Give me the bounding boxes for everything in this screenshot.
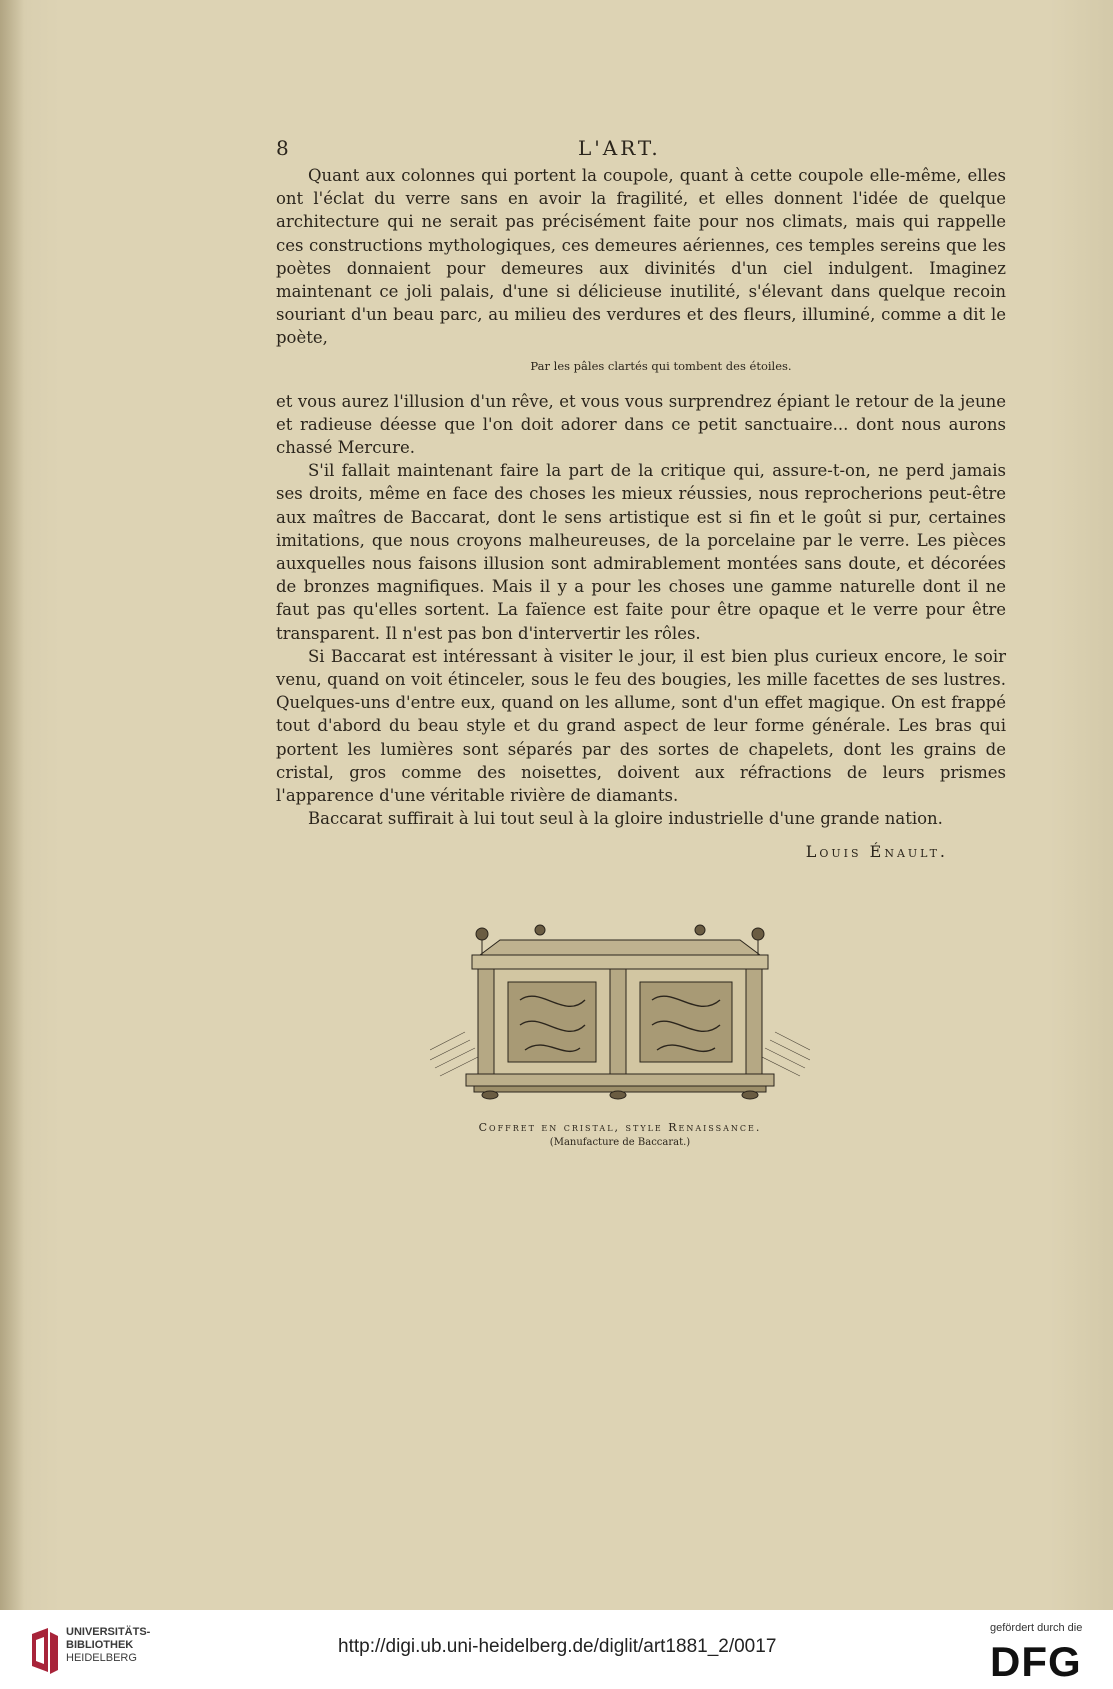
running-head: L'ART. [578, 136, 661, 160]
verse-quote: Par les pâles clartés qui tombent des étoiles. [530, 358, 792, 373]
permalink-url[interactable]: http://digi.ub.uni-heidelberg.de/diglit/art1881_2/0017 [338, 1636, 777, 1657]
author-signature: Louis Énault. [805, 842, 948, 862]
dfg-logo: DFG [990, 1638, 1082, 1685]
library-name-line: HEIDELBERG [66, 1652, 137, 1664]
paragraph: Quant aux colonnes qui portent la coupole, quant à cette coupole elle-même, elles ont l'éclat du verre sans en avoir la fragilité, et elles donnent l'idée de quelque architecture qui ne serait pas précisément faite pour nos climats, mais qui rappelle ces constructions mythologiques, ces demeures aériennes, ces temples sereins que les poètes donnaient pour demeures aux divinités d'un ciel indulgent. Imaginez maintenant ce joli palais, d'une si délicieuse inutilité, s'élevant dans quelque recoin souriant d'un beau parc, au milieu des verdures et des fleurs, illuminé, comme a dit le poète, [276, 166, 1006, 348]
caption-title: Coffret en cristal, style Renaissance. [478, 1121, 762, 1134]
footer-bar [0, 1610, 1113, 1689]
paragraph: Si Baccarat est intéressant à visiter le jour, il est bien plus curieux encore, le soir venu, quand on voit étinceler, sous le feu des bougies, les mille facettes de ses lustres. Quelques-uns d'entre eux, quand on les allume, sont d'un effet magique. On est frappé tout d'abord du beau style et du grand aspect de leur forme générale. Les bras qui portent les lumières sont séparés par des sortes de chapelets, dont les grains de cristal, gros comme des noisettes, doivent aux réfractions de leurs prismes l'apparence d'une véritable rivière de diamants. [276, 646, 1006, 806]
library-logo-icon [28, 1626, 62, 1676]
crystal-casket-engraving [430, 910, 810, 1100]
paragraph: Baccarat suffirait à lui tout seul à la gloire industrielle d'une grande nation. [308, 809, 943, 829]
figure-caption [430, 1121, 810, 1148]
paragraph: S'il fallait maintenant faire la part de la critique qui, assure-t-on, ne perd jamais ses droits, même en face des choses les mieux réussies, nous reprocherions peut-être aux maîtres de Baccarat, dont le sens artistique est si fin et le goût si pur, certaines imitations, que nous croyons malheureuses, de la porcelaine par le verre. Les pièces auxquelles nous faisons illusion sont admirablement montées sans doute, et décorées de bronzes magnifiques. Mais il y a pour les choses une gamme naturelle dont il ne faut pas qu'elles sortent. La faïence est faite pour être opaque et le verre pour être transparent. Il n'est pas bon d'intervertir les rôles. [276, 461, 1006, 643]
library-name [66, 1626, 186, 1665]
page-edge-shadow [0, 0, 24, 1610]
article-text [276, 164, 1006, 864]
library-name-line: UNIVERSITÄTS- [66, 1626, 151, 1638]
library-name-line: BIBLIOTHEK [66, 1639, 134, 1651]
paragraph: et vous aurez l'illusion d'un rêve, et vous vous surprendrez épiant le retour de la jeune et radieuse déesse que l'on doit adorer dans ce petit sanctuaire... dont nous aurons chassé Mercure. [276, 391, 1006, 458]
caption-subtitle: (Manufacture de Baccarat.) [549, 1137, 691, 1148]
funding-text: gefördert durch die [990, 1622, 1083, 1634]
page-number: 8 [276, 136, 289, 160]
